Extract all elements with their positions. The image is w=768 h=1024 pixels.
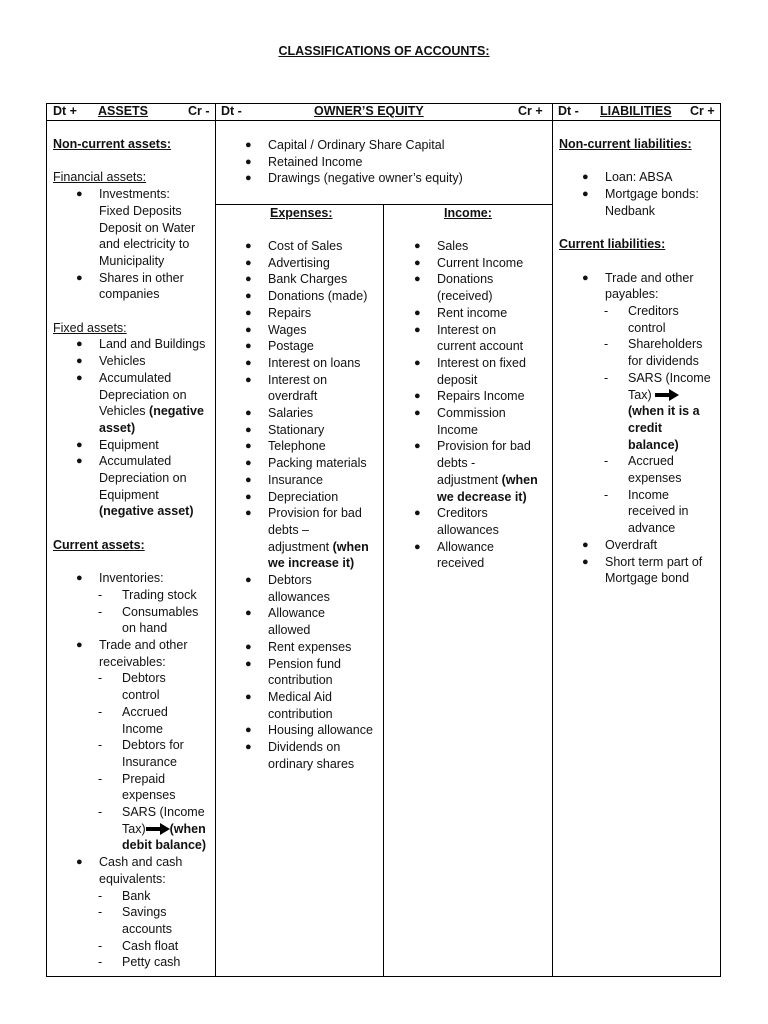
list-item-text: Donations	[437, 272, 494, 287]
document-title: CLASSIFICATIONS OF ACCOUNTS:	[278, 44, 490, 58]
list-item	[53, 954, 213, 971]
list-item	[390, 271, 550, 304]
column-divider	[552, 103, 553, 977]
list-item-text: Allowance	[437, 539, 494, 554]
list-item-text: Income	[437, 422, 478, 437]
liabilities-cr-label: Cr +	[690, 104, 715, 118]
list-item-text: allowances	[268, 589, 330, 604]
assets-dt-label: Dt +	[53, 104, 77, 118]
bullet-icon: ●	[245, 373, 252, 386]
bullet-icon: ●	[414, 273, 421, 286]
dash-marker: -	[98, 771, 103, 786]
dash-marker: -	[604, 487, 609, 502]
bullet-icon: ●	[414, 323, 421, 336]
list-item: ● Vehicles	[76, 354, 146, 369]
list-item	[559, 186, 719, 219]
list-item	[53, 604, 213, 637]
bullet-icon: ●	[76, 188, 83, 201]
bullet-icon: ●	[76, 639, 83, 652]
bullet-icon: ●	[245, 356, 252, 369]
list-item-text: Mortgage bond	[605, 571, 690, 586]
bullet-icon: ●	[245, 172, 252, 185]
list-item	[53, 270, 213, 303]
assets-cr-label: Cr -	[188, 104, 210, 118]
list-item	[559, 453, 719, 486]
accounts-table	[46, 103, 721, 977]
income-heading: Income:	[444, 206, 492, 220]
list-item	[221, 689, 381, 722]
bullet-icon: ●	[245, 574, 252, 587]
list-item	[53, 587, 213, 604]
list-item-text: Dividends on	[268, 740, 341, 755]
list-item-inventories: ● Inventories:	[76, 571, 164, 586]
list-item-text: Salaries	[268, 406, 314, 421]
list-item-text: Debtors for	[122, 738, 184, 753]
list-item	[53, 186, 213, 270]
list-item-text: Interest on	[268, 372, 328, 387]
list-item-text: Savings	[122, 905, 167, 920]
list-item	[390, 322, 550, 355]
list-item-text: Cash float	[122, 938, 179, 953]
bullet-icon: ●	[582, 555, 589, 568]
list-item	[559, 336, 719, 369]
inventories-sublist	[53, 587, 213, 637]
bullet-icon: ●	[245, 290, 252, 303]
list-item-text: accounts	[122, 921, 173, 936]
bullet-icon: ●	[245, 490, 252, 503]
financial-assets-heading: Financial assets:	[53, 170, 147, 185]
bullet-icon: ●	[414, 507, 421, 520]
list-item-text: control	[628, 320, 666, 335]
expenses-column	[221, 238, 381, 773]
arrow-right-icon	[146, 823, 170, 835]
list-item	[53, 771, 213, 804]
bullet-icon: ●	[76, 572, 83, 585]
bullet-icon: ●	[76, 271, 83, 284]
list-item-text: Sales	[437, 239, 469, 253]
list-item-text: Insurance	[122, 754, 177, 769]
dash-marker: -	[98, 671, 103, 686]
list-item-text: Drawings (negative owner’s equity)	[268, 171, 463, 186]
list-item-text: Wages	[268, 322, 307, 337]
financial-assets-list	[53, 186, 213, 303]
list-item-text: Mortgage bonds:	[605, 187, 699, 202]
list-item-text: Rent income	[437, 305, 508, 320]
list-item	[221, 238, 381, 255]
list-item-text: Capital / Ordinary Share Capital	[268, 138, 445, 152]
list-item-text: Retained Income	[268, 154, 363, 169]
list-item-text: Short term part of	[605, 554, 703, 569]
bullet-icon: ●	[245, 640, 252, 653]
list-item-text: (received)	[437, 289, 493, 304]
non-current-assets-heading: Non-current assets:	[53, 137, 172, 151]
dash-marker: -	[98, 955, 103, 970]
list-item-text: Commission	[437, 406, 506, 421]
bullet-icon: ●	[245, 741, 252, 754]
list-item-text: allowed	[268, 623, 311, 638]
bullet-icon: ●	[582, 171, 589, 184]
list-item	[221, 372, 381, 405]
list-item-text: Creditors	[628, 303, 679, 318]
list-item-text: Current Income	[437, 255, 524, 270]
list-item-text: Overdraft	[605, 537, 658, 552]
list-item-text: Deposit on Water	[99, 220, 196, 235]
list-item-receivables: ● Trade and other receivables:	[76, 638, 188, 669]
dash-marker: -	[98, 704, 103, 719]
list-item: ● Accumulated Depreciation on Vehicles (negative asset)	[76, 370, 204, 435]
list-item	[221, 489, 381, 506]
list-item	[221, 472, 381, 489]
list-item	[221, 338, 381, 355]
list-item-text: Depreciation	[268, 489, 339, 504]
liabilities-heading: LIABILITIES	[600, 104, 672, 118]
list-item-text: for dividends	[628, 354, 699, 369]
list-item	[221, 305, 381, 322]
bullet-icon: ●	[245, 323, 252, 336]
list-item	[221, 739, 381, 772]
list-item-text: Municipality	[99, 253, 165, 268]
bullet-icon: ●	[245, 340, 252, 353]
list-item-text: Consumables	[122, 604, 199, 619]
fixed-assets-list	[53, 336, 213, 520]
bullet-icon: ●	[245, 690, 252, 703]
list-item	[221, 572, 381, 605]
dash-marker: -	[98, 604, 103, 619]
bullet-icon: ●	[245, 407, 252, 420]
list-item	[53, 888, 213, 905]
list-item-text: Accrued	[628, 454, 674, 469]
list-item-text: Repairs Income	[437, 389, 525, 404]
bullet-icon: ●	[245, 473, 252, 486]
bullet-icon: ●	[76, 438, 83, 451]
list-item	[390, 355, 550, 388]
bullet-icon: ●	[245, 423, 252, 436]
list-item-text: received in	[628, 504, 689, 519]
bullet-icon: ●	[76, 371, 83, 384]
list-item-text: Rent expenses	[268, 639, 352, 654]
bullet-icon: ●	[414, 306, 421, 319]
list-item-text: Interest on loans	[268, 355, 361, 370]
list-item-text: and electricity to	[99, 237, 190, 252]
receivables-sublist	[53, 670, 213, 804]
list-item-text: Bank Charges	[268, 272, 348, 287]
list-item	[559, 487, 719, 537]
dash-marker: -	[98, 587, 103, 602]
list-item-text: Packing materials	[268, 456, 367, 471]
list-item-sars-liability: - SARS (Income Tax) (when it is a credit balance)	[604, 370, 711, 452]
list-item: ● Accumulated Depreciation on Equipment (negative asset)	[53, 453, 213, 520]
list-item	[53, 670, 213, 703]
dash-marker: -	[98, 905, 103, 920]
list-item	[559, 554, 719, 587]
list-item	[221, 288, 381, 305]
bullet-icon: ●	[76, 338, 83, 351]
list-item-text: Fixed Deposits	[99, 203, 182, 218]
list-item-text: Shareholders	[628, 337, 703, 352]
dash-marker: -	[98, 888, 103, 903]
bullet-icon: ●	[245, 240, 252, 252]
list-item-text: current account	[437, 339, 524, 354]
list-item-text: Telephone	[268, 439, 326, 454]
list-item-text: Income	[122, 721, 163, 736]
bullet-icon: ●	[245, 724, 252, 737]
bullet-icon: ●	[245, 139, 252, 151]
list-item-text: Nedbank	[605, 203, 656, 218]
list-item-cash: ● Cash and cash equivalents:	[76, 855, 183, 886]
list-item	[221, 605, 381, 638]
list-item	[390, 539, 550, 572]
bullet-icon: ●	[245, 607, 252, 620]
list-item-text: allowances	[437, 522, 499, 537]
equity-items	[221, 137, 551, 187]
list-item-text: Stationary	[268, 422, 325, 437]
dash-marker: -	[604, 454, 609, 469]
list-item-text: Repairs	[268, 305, 312, 320]
list-item-text: Trading stock	[122, 587, 197, 602]
list-item-text: Postage	[268, 339, 314, 354]
bullet-icon: ●	[245, 457, 252, 470]
list-item	[390, 238, 550, 255]
bullet-icon: ●	[414, 240, 421, 252]
list-item-text: Cost of Sales	[268, 239, 343, 253]
list-item-text: Income	[628, 487, 669, 502]
list-item	[53, 938, 213, 955]
list-item	[53, 704, 213, 737]
list-item	[221, 170, 551, 187]
bullet-icon: ●	[414, 440, 421, 453]
list-item	[221, 656, 381, 689]
bullet-icon: ●	[414, 256, 421, 269]
list-item-text: Interest on	[437, 322, 497, 337]
bullet-icon: ●	[245, 273, 252, 286]
list-item-text: Insurance	[268, 472, 323, 487]
assets-column	[53, 136, 213, 971]
list-item-text: advance	[628, 521, 676, 536]
list-item	[221, 405, 381, 422]
list-item	[221, 322, 381, 339]
list-item	[221, 137, 551, 154]
column-divider	[215, 103, 216, 977]
list-item	[221, 154, 551, 171]
list-item-text: Shares in other	[99, 270, 184, 285]
list-item-text: expenses	[122, 788, 176, 803]
bullet-icon: ●	[245, 657, 252, 670]
assets-heading: ASSETS	[98, 104, 149, 118]
list-item-text: on hand	[122, 621, 168, 636]
list-item	[559, 169, 719, 186]
list-item-text: expenses	[628, 471, 682, 486]
list-item	[221, 355, 381, 372]
liabilities-dt-label: Dt -	[558, 104, 579, 118]
list-item	[559, 537, 719, 554]
list-item-text: Housing allowance	[268, 723, 373, 738]
list-item-text: control	[122, 688, 160, 703]
list-item: ● Provision for bad debts - adjustment (when we decrease it)	[414, 439, 538, 504]
bullet-icon: ●	[414, 540, 421, 553]
list-item-text: Bank	[122, 888, 151, 903]
list-item-text: deposit	[437, 372, 478, 387]
arrow-right-icon	[655, 389, 679, 401]
equity-dt-label: Dt -	[221, 104, 242, 118]
list-item	[390, 305, 550, 322]
header-divider	[46, 120, 721, 121]
equity-heading: OWNER’S EQUITY	[314, 104, 424, 118]
list-item-text: Creditors	[437, 506, 488, 521]
list-item	[53, 904, 213, 937]
current-liabilities-heading: Current liabilities:	[559, 237, 666, 252]
list-item-text: overdraft	[268, 389, 318, 404]
income-column	[390, 238, 550, 572]
bullet-icon: ●	[245, 306, 252, 319]
list-item-text: Prepaid	[122, 771, 166, 786]
bullet-icon: ●	[245, 507, 252, 520]
equity-cr-label: Cr +	[518, 104, 543, 118]
list-item	[390, 505, 550, 538]
list-item	[221, 438, 381, 455]
bullet-icon: ●	[582, 271, 589, 284]
list-item	[390, 255, 550, 272]
dash-marker: -	[604, 337, 609, 352]
cash-sublist	[53, 888, 213, 972]
bullet-icon: ●	[76, 856, 83, 869]
list-item: ● Provision for bad debts – adjustment (when we increase it)	[245, 506, 369, 571]
list-item	[221, 722, 381, 739]
non-current-liabilities-heading: Non-current liabilities:	[559, 137, 692, 151]
list-item-sars-asset: - SARS (Income Tax) (when debit balance)	[98, 805, 207, 853]
list-item	[53, 737, 213, 770]
bullet-icon: ●	[245, 440, 252, 453]
bullet-icon: ●	[414, 356, 421, 369]
bullet-icon: ●	[245, 155, 252, 168]
list-item-payables: ● Trade and other payables:	[582, 270, 694, 302]
bullet-icon: ●	[414, 390, 421, 403]
dash-marker: -	[98, 938, 103, 953]
list-item: ● Equipment	[76, 437, 159, 452]
bullet-icon: ●	[582, 188, 589, 201]
list-item-text: Advertising	[268, 255, 330, 270]
bullet-icon: ●	[414, 407, 421, 420]
list-item-text: contribution	[268, 673, 333, 688]
list-item	[221, 422, 381, 439]
current-assets-heading: Current assets:	[53, 537, 145, 552]
list-item	[221, 455, 381, 472]
list-item-text: Allowance	[268, 606, 325, 621]
list-item	[221, 639, 381, 656]
list-item-text: companies	[99, 287, 160, 302]
list-item	[390, 388, 550, 405]
list-item-text: Loan: ABSA	[605, 170, 673, 185]
list-item	[221, 271, 381, 288]
list-item: ● Land and Buildings	[76, 337, 206, 352]
list-item-text: contribution	[268, 706, 333, 721]
list-item-text: Donations (made)	[268, 289, 368, 304]
liabilities-column	[559, 136, 719, 587]
negative-asset-note: (negative	[149, 404, 204, 419]
dash-marker: -	[98, 738, 103, 753]
list-item-text: Interest on fixed	[437, 355, 526, 370]
bullet-icon: ●	[582, 538, 589, 551]
list-item	[390, 405, 550, 438]
fixed-assets-heading: Fixed assets:	[53, 320, 127, 335]
list-item-text: Accrued	[122, 704, 168, 719]
list-item-text: Petty cash	[122, 955, 181, 970]
list-item-text: ordinary shares	[268, 756, 355, 771]
list-item	[559, 303, 719, 336]
negative-asset-note: (negative asset)	[99, 504, 194, 519]
list-item-text: Pension fund	[268, 656, 341, 671]
list-item	[221, 255, 381, 272]
bullet-icon: ●	[245, 256, 252, 269]
expenses-income-divider	[383, 204, 384, 977]
list-item-text: Debtors	[122, 671, 166, 686]
list-item-text: received	[437, 556, 485, 571]
bullet-icon: ●	[76, 455, 83, 468]
expenses-heading: Expenses:	[270, 206, 333, 220]
list-item-text: Debtors	[268, 573, 312, 588]
dash-marker: -	[604, 303, 609, 318]
list-item-text: Medical Aid	[268, 689, 332, 704]
list-item-text: Investments:	[99, 187, 170, 202]
bullet-icon: ●	[76, 355, 83, 368]
